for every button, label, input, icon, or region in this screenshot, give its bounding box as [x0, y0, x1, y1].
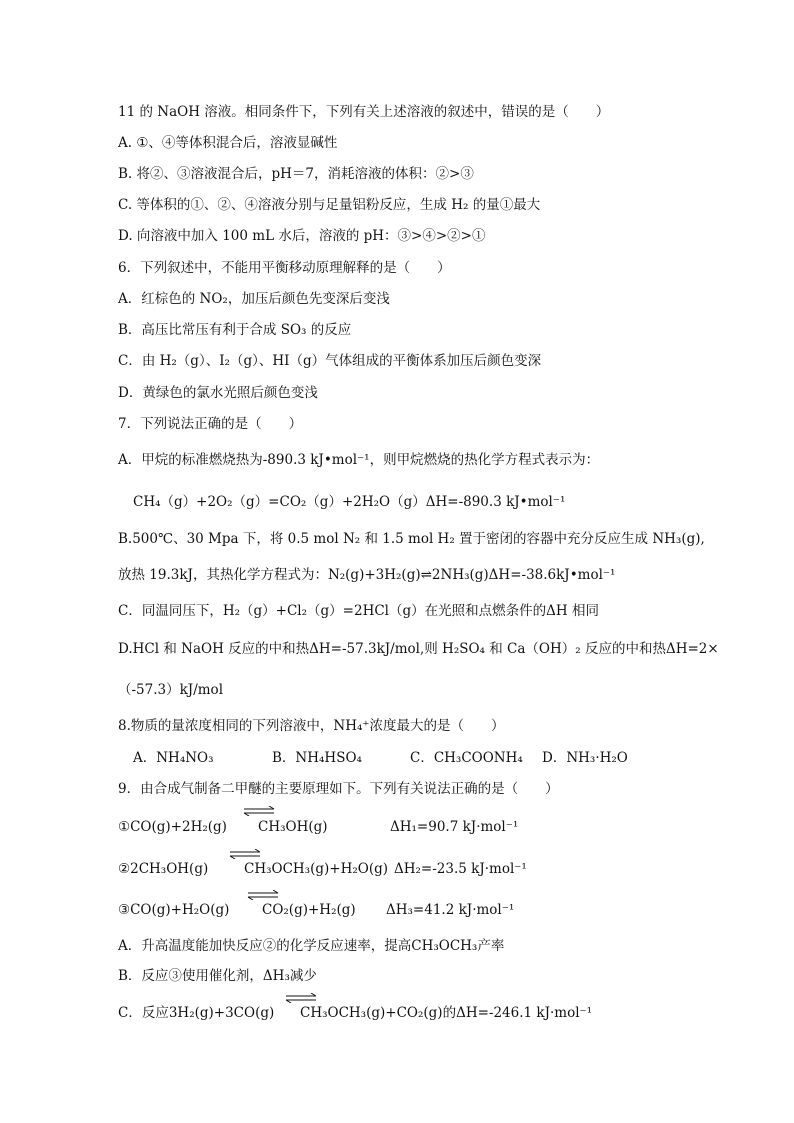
q9-option-b: B．反应③使用催化剂，ΔH₃减少 [118, 968, 317, 984]
q6-option-a: A．红棕色的 NO₂，加压后颜色先变深后变浅 [118, 291, 390, 307]
q6-option-d: D．黄绿色的氯水光照后颜色变浅 [118, 385, 318, 401]
q5-option-b: B. 将②、③溶液混合后，pH＝7，消耗溶液的体积：②>③ [118, 166, 474, 182]
q8-option-c: C．CH₃COONH₄ [410, 750, 523, 766]
q7-stem: 7．下列说法正确的是（ ） [118, 416, 303, 432]
q6-option-c: C．由 H₂（g）、I₂（g）、HI（g）气体组成的平衡体系加压后颜色变深 [118, 353, 542, 369]
reaction-3-reactants: ③CO(g)+H₂O(g) [118, 902, 230, 918]
q7-option-b-continued: 放热 19.3kJ，其热化学方程式为：N₂(g)+3H₂(g)⇌2NH₃(g)ΔH=-38.6kJ•mol⁻¹ [118, 567, 616, 583]
q7-option-c: C．同温同压下，H₂（g）+Cl₂（g）=2HCl（g）在光照和点燃条件的ΔH 相同 [118, 603, 599, 619]
reaction-2-enthalpy: ΔH₂=-23.5 kJ·mol⁻¹ [394, 861, 527, 877]
q5-option-d: D. 向溶液中加入 100 mL 水后，溶液的 pH：③>④>②>① [118, 228, 486, 244]
q9-option-c-reactants: C．反应3H₂(g)+3CO(g) [118, 1005, 275, 1021]
q5-option-c: C. 等体积的①、②、④溶液分别与足量铝粉反应，生成 H₂ 的量①最大 [118, 197, 541, 213]
q9-stem: 9．由合成气制备二甲醚的主要原理如下。下列有关说法正确的是（ ） [118, 781, 559, 797]
q5-option-a: A. ①、④等体积混合后，溶液显碱性 [118, 135, 338, 151]
equilibrium-arrow-icon [246, 890, 280, 900]
q8-stem: 8.物质的量浓度相同的下列溶液中，NH₄⁺浓度最大的是（ ） [118, 718, 505, 734]
q8-option-d: D．NH₃·H₂O [542, 750, 628, 766]
q5-stem-continued: 11 的 NaOH 溶液。相同条件下，下列有关上述溶液的叙述中，错误的是（ ） [118, 104, 610, 120]
reaction-1-products: CH₃OH(g) [258, 819, 328, 835]
equilibrium-arrow-icon [284, 993, 318, 1003]
reaction-3-products: CO₂(g)+H₂(g) [262, 902, 356, 918]
q7-option-b: B.500℃、30 Mpa 下，将 0.5 mol N₂ 和 1.5 mol H₂ 置于密闭的容器中充分反应生成 NH₃(g), [118, 531, 705, 547]
equilibrium-arrow-icon [228, 849, 262, 859]
reaction-3-enthalpy: ΔH₃=41.2 kJ·mol⁻¹ [386, 902, 515, 918]
reaction-1-reactants: ①CO(g)+2H₂(g) [118, 819, 227, 835]
q9-option-a: A．升高温度能加快反应②的化学反应速率，提高CH₃OCH₃产率 [118, 938, 505, 954]
q7-option-a: A．甲烷的标准燃烧热为-890.3 kJ•mol⁻¹，则甲烷燃烧的热化学方程式表示为： [118, 452, 600, 468]
q7-option-a-equation: CH₄（g）+2O₂（g）=CO₂（g）+2H₂O（g）ΔH=-890.3 kJ•mol⁻¹ [133, 494, 566, 510]
q7-option-d: D.HCl 和 NaOH 反应的中和热ΔH=-57.3kJ/mol,则 H₂SO₄ 和 Ca（OH）₂ 反应的中和热ΔH=2× [118, 641, 719, 657]
equilibrium-arrow-icon [242, 806, 276, 816]
q9-option-c-products: CH₃OCH₃(g)+CO₂(g)的ΔH=-246.1 kJ·mol⁻¹ [300, 1005, 593, 1021]
q8-option-a: A．NH₄NO₃ [133, 750, 214, 766]
q6-option-b: B．高压比常压有利于合成 SO₃ 的反应 [118, 322, 352, 338]
q7-option-d-continued: （-57.3）kJ/mol [118, 682, 224, 698]
reaction-1-enthalpy: ΔH₁=90.7 kJ·mol⁻¹ [390, 819, 519, 835]
q8-option-b: B．NH₄HSO₄ [272, 750, 362, 766]
reaction-2-products: CH₃OCH₃(g)+H₂O(g) [244, 861, 389, 877]
q6-stem: 6．下列叙述中，不能用平衡移动原理解释的是（ ） [118, 260, 451, 276]
reaction-2-reactants: ②2CH₃OH(g) [118, 861, 209, 877]
